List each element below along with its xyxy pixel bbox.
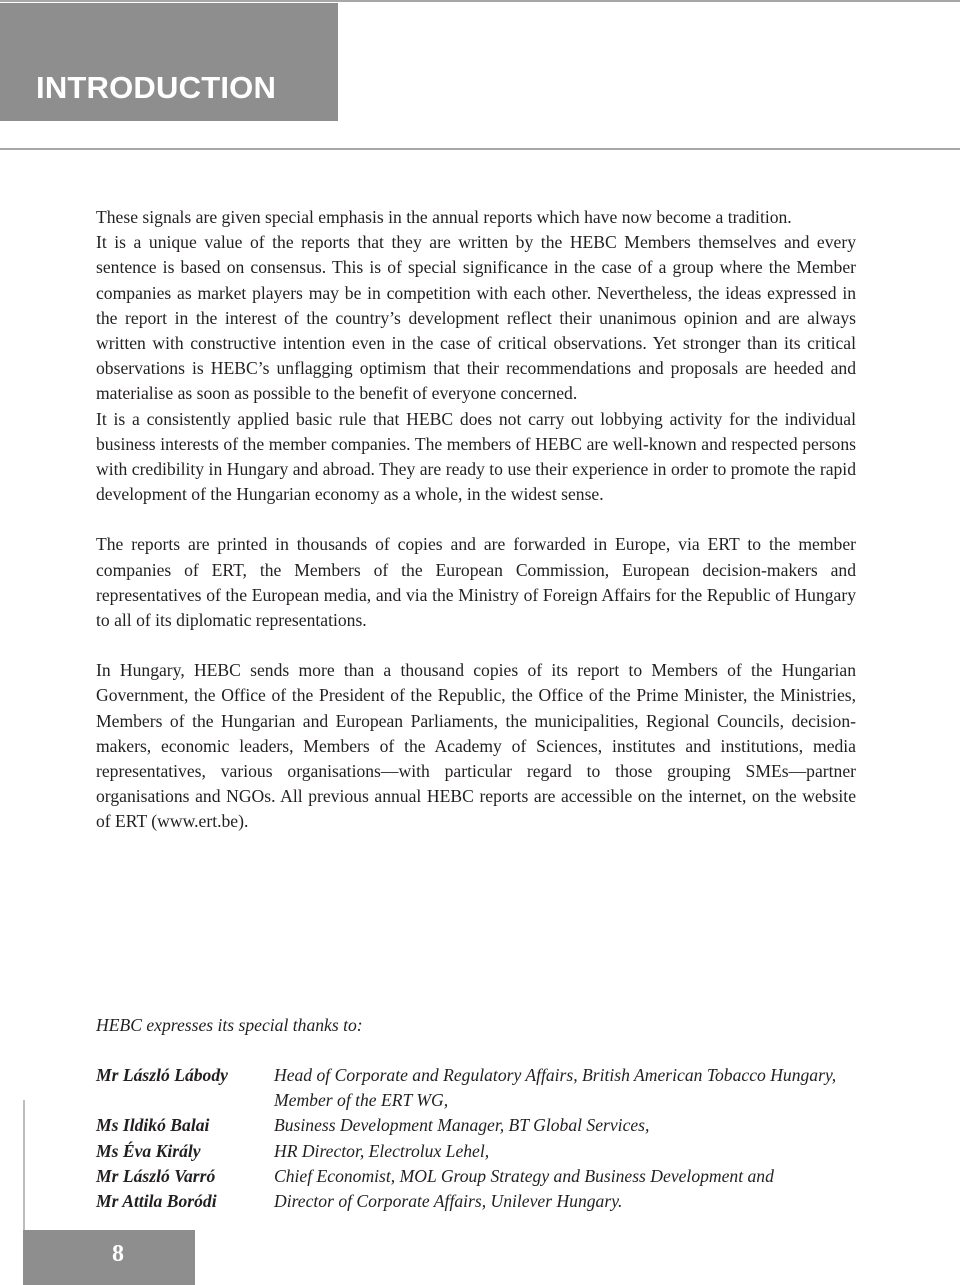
side-rule — [23, 1100, 25, 1230]
thanks-row — [96, 1063, 876, 1113]
person-name: Mr László Varró — [96, 1165, 216, 1186]
thanks-list — [96, 1063, 876, 1214]
person-name: Ms Éva Király — [96, 1140, 201, 1161]
paragraph: The reports are printed in thousands of copies and are forwarded in Europe, via ERT to the member companies of ERT, the Members of the European Commission, European decision-makers and representatives of the European media, and via the Ministry of Foreign Affairs for the Republic of Hungary to all of its diplomatic representations. — [96, 534, 856, 631]
thanks-row — [96, 1113, 876, 1138]
thanks-intro: HEBC expresses its special thanks to: — [96, 1015, 363, 1035]
person-role: Business Development Manager, BT Global Services, — [274, 1115, 650, 1136]
thanks-row — [96, 1164, 876, 1189]
paragraph: In Hungary, HEBC sends more than a thousand copies of its report to Members of the Hungarian Government, the Office of the President of the Republic, the Office of the Prime Minister, the Ministries, Members of the Hungarian and European Parliaments, the municipalities, Regional Councils, decision-makers, economic leaders, Members of the Academy of Sciences, institutes and institutions, media representatives, various organisations—with particular regard to those grouping SMEs—partner organisations and NGOs. All previous annual HEBC reports are accessible on the internet, on the website of ERT (www.ert.be). — [96, 660, 856, 832]
body-text — [96, 205, 856, 835]
page-number: 8 — [112, 1241, 124, 1267]
paragraph: It is a unique value of the reports that they are written by the HEBC Members themselves and every sentence is based on consensus. This is of special significance in the case of a group where the Member companies as market players may be in competition with each other. Nevertheless, the ideas expressed in the report in the interest of the country’s development reflect their unanimous opinion and are always written with constructive intention even in the case of critical observations. Yet stronger than its critical observations is HEBC’s unflagging optimism that their recommendations and proposals are heeded and materialise as soon as possible to the benefit of everyone concerned. — [96, 232, 856, 404]
person-name: Mr Attila Boródi — [96, 1191, 217, 1212]
person-role: Head of Corporate and Regulatory Affairs, British American Tobacco Hungary, Member of the ERT WG, — [274, 1065, 837, 1111]
paragraph: It is a consistently applied basic rule that HEBC does not carry out lobbying activity for the individual business interests of the member companies. The members of HEBC are well-known and respected persons with credibility in Hungary and abroad. They are ready to use their experience in order to promote the rapid development of the Hungarian economy as a whole, in the widest sense. — [96, 408, 856, 505]
paragraph: These signals are given special emphasis in the annual reports which have now become a tradition. — [96, 207, 792, 227]
person-name: Mr László Lábody — [96, 1065, 228, 1085]
person-name: Ms Ildikó Balai — [96, 1115, 210, 1136]
person-role: Chief Economist, MOL Group Strategy and Business Development and — [274, 1165, 774, 1186]
person-role: Director of Corporate Affairs, Unilever Hungary. — [274, 1191, 623, 1212]
thanks-row — [96, 1139, 876, 1164]
person-role: HR Director, Electrolux Lehel, — [274, 1140, 490, 1161]
page-title: INTRODUCTION — [36, 70, 277, 105]
thanks-row — [96, 1189, 876, 1214]
